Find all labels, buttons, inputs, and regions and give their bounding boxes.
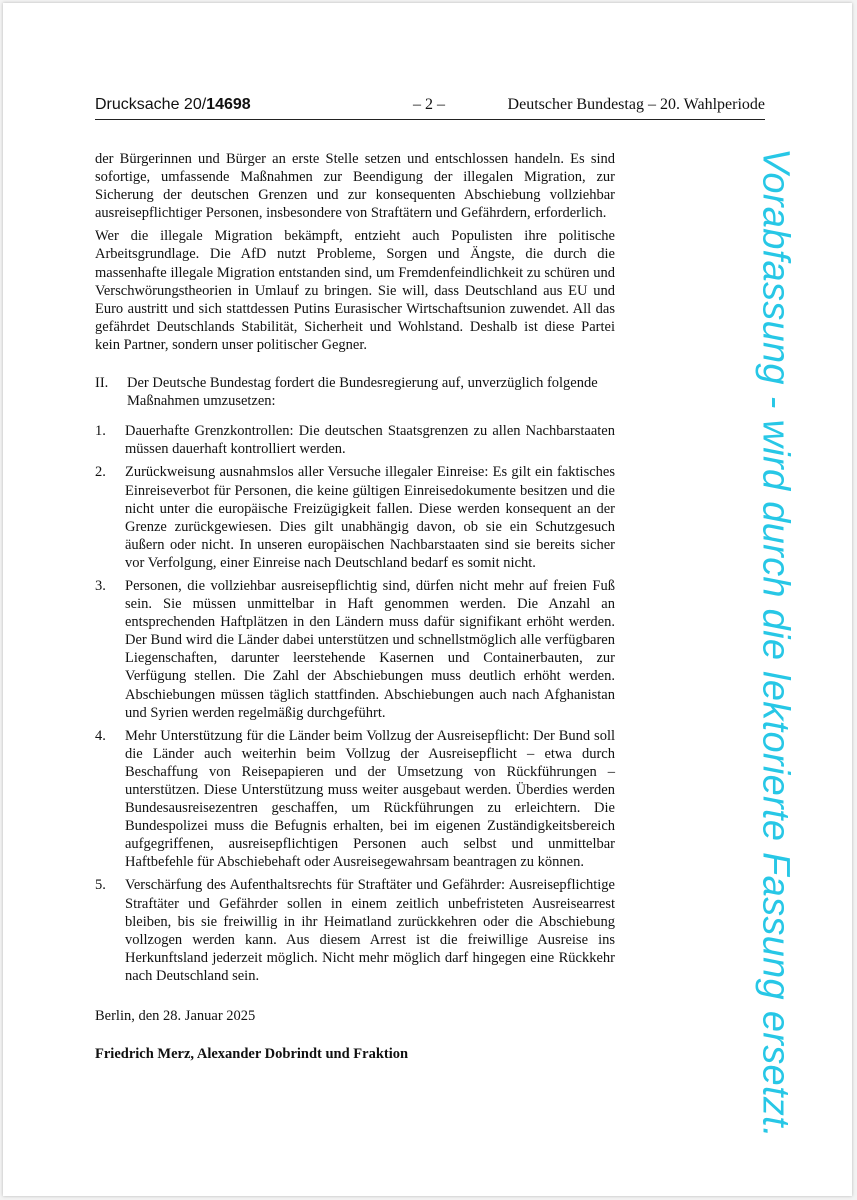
parliament-label: Deutscher Bundestag – 20. Wahlperiode: [507, 96, 765, 113]
list-item-text: Mehr Unterstützung für die Länder beim Vollzug der Ausreisepflicht: Der Bund soll die Länder auch weiterhin beim Vollzug der Ausreisepflicht – etwa durch Beschaffung von Reisepapieren und der Umsetzung von Rückführungen – unterstützen. Diese Unterstützung muss weiter ausgebaut werden. Überdies werden Bundesausreisezentren geschaffen, um Rückführungen zu erleichtern. Die Bundespolizei muss die Befugnis erhalten, bei im eigenen Zuständigkeitsbereich aufgegriffenen, ausreisepflichtigen Personen auch selbst und unmittelbar Haftbefehle für Abschiebehaft oder Ausreisegewahrsam beantragen zu können.: [125, 727, 615, 871]
signature: Friedrich Merz, Alexander Dobrindt und Fraktion: [95, 1046, 409, 1063]
list-item-text: Personen, die vollziehbar ausreisepflichtig sind, dürfen nicht mehr auf freien Fuß sein. Sie müssen unmittelbar in Haft genommen werden. Die Anzahl an entsprechenden Haftplätzen in den Ländern muss dafür signifikant erhöht werden. Der Bund wird die Länder dabei unterstützen und schnellstmöglich alle verfügbaren Liegenschaften, darunter leerstehende Kasernen und Containerbauten, zur Verfügung stellen. Die Zahl der Abschiebungen muss deutlich erhöht werden. Abschiebungen müssen täglich stattfinden. Abschiebungen auch nach Afghanistan und Syrien werden regelmäßig durchgeführt.: [125, 577, 615, 721]
page-number: – 2 –: [413, 96, 445, 113]
document-number: [95, 95, 251, 115]
list-item-number: 5.: [95, 877, 106, 894]
list-item-text: Zurückweisung ausnahmslos aller Versuche illegaler Einreise: Es gilt ein faktisches Einreiseverbot für Personen, die keine gültigen Einreisedokumente besitzen und die nicht unter die europäische Freizügigkeit fallen. Diese werden konsequent an der Grenze zurückgewiesen. Dies gilt unabhängig davon, ob sie ein Schutzgesuch äußern oder nicht. In unseren europäischen Nachbarstaaten sind sie bereits sicher vor Verfolgung, einer Einreise nach Deutschland bedarf es somit nicht.: [125, 464, 615, 571]
section-text: Der Deutsche Bundestag fordert die Bundesregierung auf, unverzüglich folgende Maßnahmen umzusetzen:: [127, 375, 598, 410]
document-body: [95, 150, 615, 1063]
watermark-text: Vorabfassung - wird durch die lektorierte Fassung ersetzt.: [754, 148, 797, 1138]
page-header: [95, 95, 765, 119]
paragraph: Wer die illegale Migration bekämpft, entzieht auch Populisten ihre politische Arbeitsgrundlage. Die AfD nutzt Probleme, Sorgen und Ängste, die durch die massenhafte illegale Migration entstanden sind, um Fremdenfeindlichkeit zu schüren und Verschwörungstheorien in Umlauf zu bringen. Sie will, dass Deutschland aus EU und Euro austritt und sich stattdessen Putins Eurasischer Wirtschaftsunion zuwendet. All das gefährdet Deutschlands Stabilität, Sicherheit und Wohlstand. Deshalb ist diese Partei kein Partner, sondern unser politischer Gegner.: [95, 228, 615, 353]
list-item: [95, 463, 615, 572]
section-number: II.: [95, 375, 109, 392]
paragraph: der Bürgerinnen und Bürger an erste Stelle setzen und entschlossen handeln. Es sind sofortige, umfassende Maßnahmen zur Beendigung der illegalen Migration, zur Sicherung der deutschen Grenzen und zur konsequenten Abschiebung vollziehbar ausreisepflichtiger Personen, insbesondere von Straftätern und Gefährdern, erforderlich.: [95, 151, 615, 222]
place-date: Berlin, den 28. Januar 2025: [95, 1008, 256, 1025]
document-number-prefix: Drucksache 20/: [95, 96, 207, 113]
list-item-text: Verschärfung des Aufenthaltsrechts für Straftäter und Gefährder: Ausreisepflichtige Straftäter und Gefährder sollen in einem zeitlich unbefristeten Ausreisearrest bleiben, bis sie freiwillig in ihr Heimatland zurückkehren oder die Abschiebung vollzogen werden kann. Aus diesem Arrest ist die freiwillige Ausreise ins Herkunftsland jederzeit möglich. Nicht mehr möglich darf hingegen eine Rückkehr nach Deutschland sein.: [125, 877, 615, 984]
document-number-value: 14698: [206, 96, 251, 113]
list-item-text: Dauerhafte Grenzkontrollen: Die deutschen Staatsgrenzen zu allen Nachbarstaaten müssen dauerhaft kontrolliert werden.: [125, 423, 615, 458]
list-item: [95, 422, 615, 458]
list-item: [95, 727, 615, 872]
list-item: [95, 876, 615, 985]
list-item-number: 3.: [95, 577, 106, 594]
list-item-number: 1.: [95, 423, 106, 440]
section-heading: [95, 374, 615, 410]
list-item-number: 4.: [95, 727, 106, 744]
list-item-number: 2.: [95, 464, 106, 481]
watermark: [740, 148, 810, 1138]
header-rule: [95, 119, 765, 120]
list-item: [95, 577, 615, 722]
document-page: [3, 3, 852, 1196]
